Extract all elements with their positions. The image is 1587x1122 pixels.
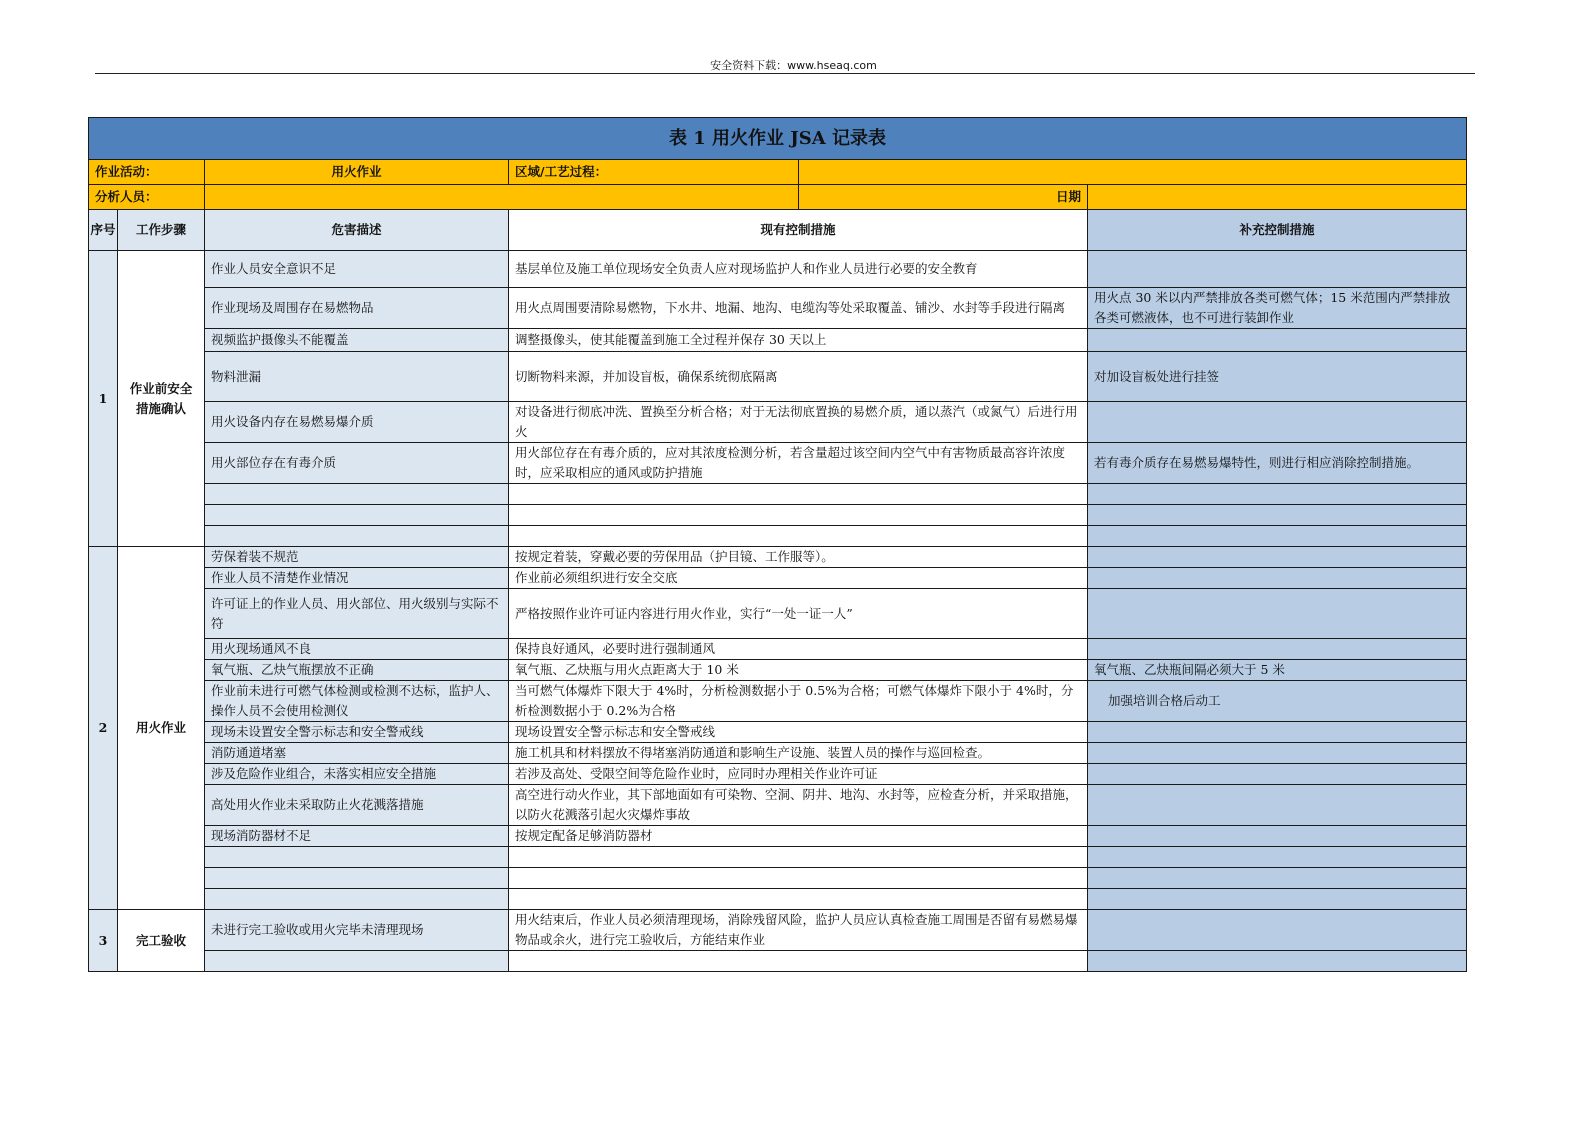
table-row bbox=[89, 568, 1467, 589]
table-row bbox=[89, 722, 1467, 743]
control-cell: 当可燃气体爆炸下限大于 4%时，分析检测数据小于 0.5%为合格；可燃气体爆炸下限小于 4%时，分析检测数据小于 0.2%为合格 bbox=[509, 681, 1088, 722]
control-cell: 保持良好通风，必要时进行强制通风 bbox=[509, 639, 1088, 660]
table-row bbox=[89, 352, 1467, 402]
hazard-cell bbox=[205, 484, 509, 505]
step-number: 1 bbox=[89, 251, 118, 547]
hazard-header: 危害描述 bbox=[205, 210, 509, 251]
hazard-cell: 现场消防器材不足 bbox=[205, 826, 509, 847]
control-cell bbox=[509, 951, 1088, 972]
analyst-value bbox=[205, 185, 799, 210]
supplement-cell bbox=[1088, 589, 1467, 639]
control-cell: 若涉及高处、受限空间等危险作业时，应同时办理相关作业许可证 bbox=[509, 764, 1088, 785]
control-cell: 对设备进行彻底冲洗、置换至分析合格；对于无法彻底置换的易燃介质，通以蒸汽（或氮气）后进行用火 bbox=[509, 402, 1088, 443]
control-cell: 切断物料来源，并加设盲板，确保系统彻底隔离 bbox=[509, 352, 1088, 402]
control-cell: 调整摄像头，使其能覆盖到施工全过程并保存 30 天以上 bbox=[509, 329, 1088, 352]
table-row bbox=[89, 785, 1467, 826]
supplement-cell: 加强培训合格后动工 bbox=[1088, 681, 1467, 722]
hazard-cell: 劳保着装不规范 bbox=[205, 547, 509, 568]
supplement-cell bbox=[1088, 329, 1467, 352]
hazard-cell bbox=[205, 868, 509, 889]
control-cell bbox=[509, 847, 1088, 868]
hazard-cell: 作业人员不清楚作业情况 bbox=[205, 568, 509, 589]
control-cell: 用火部位存在有毒介质的，应对其浓度检测分析，若含量超过该空间内空气中有害物质最高容许浓度时，应采取相应的通风或防护措施 bbox=[509, 443, 1088, 484]
table-row bbox=[89, 743, 1467, 764]
control-cell: 高空进行动火作业，其下部地面如有可染物、空洞、阴井、地沟、水封等，应检查分析，并采取措施，以防火花溅落引起火灾爆炸事故 bbox=[509, 785, 1088, 826]
hazard-cell: 用火设备内存在易燃易爆介质 bbox=[205, 402, 509, 443]
table-row bbox=[89, 505, 1467, 526]
supplement-cell: 用火点 30 米以内严禁排放各类可燃气体；15 米范围内严禁排放各类可燃液体，也不可进行装卸作业 bbox=[1088, 288, 1467, 329]
hazard-cell: 作业人员安全意识不足 bbox=[205, 251, 509, 288]
supplement-cell bbox=[1088, 722, 1467, 743]
hazard-cell: 用火部位存在有毒介质 bbox=[205, 443, 509, 484]
supplement-cell bbox=[1088, 402, 1467, 443]
hazard-cell: 高处用火作业未采取防止火花溅落措施 bbox=[205, 785, 509, 826]
control-cell: 用火点周围要清除易燃物，下水井、地漏、地沟、电缆沟等处采取覆盖、铺沙、水封等手段进行隔离 bbox=[509, 288, 1088, 329]
hazard-cell: 氧气瓶、乙炔气瓶摆放不正确 bbox=[205, 660, 509, 681]
hazard-cell bbox=[205, 889, 509, 910]
table-row bbox=[89, 681, 1467, 722]
control-cell bbox=[509, 505, 1088, 526]
table-row bbox=[89, 484, 1467, 505]
control-cell: 按规定着装，穿戴必要的劳保用品（护目镜、工作服等）。 bbox=[509, 547, 1088, 568]
supplement-cell bbox=[1088, 764, 1467, 785]
table-row bbox=[89, 526, 1467, 547]
date-label: 日期 bbox=[799, 185, 1088, 210]
table-row bbox=[89, 251, 1467, 288]
table-row bbox=[89, 443, 1467, 484]
hazard-cell bbox=[205, 847, 509, 868]
control-cell: 现场设置安全警示标志和安全警戒线 bbox=[509, 722, 1088, 743]
step-number: 3 bbox=[89, 910, 118, 972]
step-number: 2 bbox=[89, 547, 118, 910]
activity-label: 作业活动： bbox=[89, 160, 205, 185]
supplement-cell bbox=[1088, 868, 1467, 889]
hazard-cell bbox=[205, 526, 509, 547]
table-row bbox=[89, 639, 1467, 660]
step-header: 工作步骤 bbox=[118, 210, 205, 251]
seq-header: 序号 bbox=[89, 210, 118, 251]
table-row bbox=[89, 764, 1467, 785]
activity-value: 用火作业 bbox=[205, 160, 509, 185]
work-step: 用火作业 bbox=[118, 547, 205, 910]
control-cell bbox=[509, 868, 1088, 889]
date-value bbox=[1088, 185, 1467, 210]
work-step: 作业前安全措施确认 bbox=[118, 251, 205, 547]
supplement-cell bbox=[1088, 889, 1467, 910]
page-header: 安全资料下载：www.hseaq.com bbox=[710, 59, 877, 72]
supplement-cell bbox=[1088, 526, 1467, 547]
table-row bbox=[89, 660, 1467, 681]
hazard-cell: 许可证上的作业人员、用火部位、用火级别与实际不符 bbox=[205, 589, 509, 639]
hazard-cell bbox=[205, 951, 509, 972]
supplement-cell bbox=[1088, 505, 1467, 526]
supplement-cell bbox=[1088, 639, 1467, 660]
control-cell: 严格按照作业许可证内容进行用火作业，实行“一处一证一人” bbox=[509, 589, 1088, 639]
hazard-cell: 涉及危险作业组合，未落实相应安全措施 bbox=[205, 764, 509, 785]
hazard-cell: 现场未设置安全警示标志和安全警戒线 bbox=[205, 722, 509, 743]
control-cell: 用火结束后，作业人员必须清理现场，消除残留风险，监护人员应认真检查施工周围是否留有易燃易爆物品或余火，进行完工验收后，方能结束作业 bbox=[509, 910, 1088, 951]
supplement-header: 补充控制措施 bbox=[1088, 210, 1467, 251]
control-cell: 基层单位及施工单位现场安全负责人应对现场监护人和作业人员进行必要的安全教育 bbox=[509, 251, 1088, 288]
supplement-cell: 对加设盲板处进行挂签 bbox=[1088, 352, 1467, 402]
supplement-cell bbox=[1088, 484, 1467, 505]
hazard-cell: 物料泄漏 bbox=[205, 352, 509, 402]
table-row bbox=[89, 547, 1467, 568]
supplement-cell: 氧气瓶、乙炔瓶间隔必须大于 5 米 bbox=[1088, 660, 1467, 681]
control-cell: 作业前必须组织进行安全交底 bbox=[509, 568, 1088, 589]
control-cell: 氧气瓶、乙炔瓶与用火点距离大于 10 米 bbox=[509, 660, 1088, 681]
supplement-cell bbox=[1088, 826, 1467, 847]
table-row bbox=[89, 329, 1467, 352]
supplement-cell bbox=[1088, 910, 1467, 951]
area-value bbox=[799, 160, 1467, 185]
supplement-cell bbox=[1088, 743, 1467, 764]
hazard-cell: 视频监护摄像头不能覆盖 bbox=[205, 329, 509, 352]
control-header: 现有控制措施 bbox=[509, 210, 1088, 251]
table-row bbox=[89, 847, 1467, 868]
supplement-cell bbox=[1088, 785, 1467, 826]
hazard-cell: 消防通道堵塞 bbox=[205, 743, 509, 764]
hazard-cell: 作业现场及周围存在易燃物品 bbox=[205, 288, 509, 329]
table-row bbox=[89, 889, 1467, 910]
area-label: 区域/工艺过程： bbox=[509, 160, 799, 185]
supplement-cell bbox=[1088, 847, 1467, 868]
control-cell: 按规定配备足够消防器材 bbox=[509, 826, 1088, 847]
control-cell bbox=[509, 484, 1088, 505]
table-row bbox=[89, 288, 1467, 329]
supplement-cell bbox=[1088, 951, 1467, 972]
table-row bbox=[89, 868, 1467, 889]
control-cell: 施工机具和材料摆放不得堵塞消防通道和影响生产设施、装置人员的操作与巡回检查。 bbox=[509, 743, 1088, 764]
hazard-cell: 用火现场通风不良 bbox=[205, 639, 509, 660]
hazard-cell: 未进行完工验收或用火完毕未清理现场 bbox=[205, 910, 509, 951]
hazard-cell: 作业前未进行可燃气体检测或检测不达标，监护人、操作人员不会使用检测仪 bbox=[205, 681, 509, 722]
supplement-cell bbox=[1088, 251, 1467, 288]
table-row bbox=[89, 910, 1467, 951]
work-step: 完工验收 bbox=[118, 910, 205, 972]
jsa-record-table bbox=[88, 117, 1467, 972]
hazard-cell bbox=[205, 505, 509, 526]
table-row bbox=[89, 826, 1467, 847]
table-row bbox=[89, 589, 1467, 639]
table-row bbox=[89, 951, 1467, 972]
control-cell bbox=[509, 889, 1088, 910]
control-cell bbox=[509, 526, 1088, 547]
header-divider bbox=[95, 73, 1475, 74]
supplement-cell bbox=[1088, 547, 1467, 568]
supplement-cell: 若有毒介质存在易燃易爆特性，则进行相应消除控制措施。 bbox=[1088, 443, 1467, 484]
supplement-cell bbox=[1088, 568, 1467, 589]
table-row bbox=[89, 402, 1467, 443]
analyst-label: 分析人员： bbox=[89, 185, 205, 210]
table-title: 表 1 用火作业 JSA 记录表 bbox=[89, 118, 1467, 160]
